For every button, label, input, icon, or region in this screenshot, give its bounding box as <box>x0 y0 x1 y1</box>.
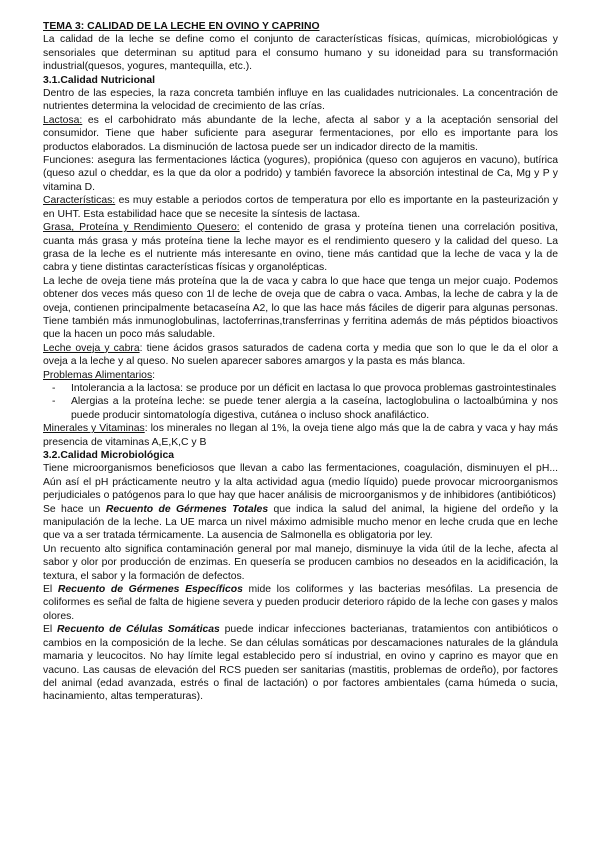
food-problems-heading: Problemas Alimentarios: <box>43 369 156 381</box>
somatic-cells-term: Recuento de Células Somáticas <box>57 624 220 636</box>
document-page <box>43 20 558 704</box>
section-heading-nutritional: 3.1.Calidad Nutricional <box>43 74 156 86</box>
sheep-goat-paragraph <box>43 342 558 369</box>
fat-protein-text: el contenido de grasa y proteína tienen una correlación positiva, cuanta más grasa y más proteína tiene la leche mayor es el rendimiento quesero y la calidad del queso. La grasa de la leche es el nutriente más interesante en ovino, tiene más cantidad que la leche de vaca y la de cabra y tiene distintas características físicas y organolépticas. <box>43 222 559 274</box>
characteristics-label: Características: <box>43 195 116 207</box>
sheep-goat-label: Leche oveja y cabra <box>43 342 140 354</box>
fat-protein-label: Grasa, Proteína y Rendimiento Quesero: <box>43 222 240 234</box>
sheep-goat-text: : tiene ácidos grasos saturados de cadena corta y media que son lo que le da el olor a oveja a la leche y al queso. No suelen aparecer sabores amargos y la pasta es más blanca. <box>43 342 559 368</box>
minerals-label: Minerales y Vitaminas <box>43 423 145 435</box>
characteristics-text: es muy estable a periodos cortos de temperatura por ello es importante en la pasteurización y en UHT. Esta estabilidad hace que se necesite la síntesis de lactasa. <box>43 195 558 220</box>
total-germs-term: Recuento de Gérmenes Totales <box>105 503 269 515</box>
minerals-paragraph <box>43 422 558 449</box>
total-germs-paragraph: Se hace un Recuento de Gérmenes Totales que indica la salud del animal, la higiene del ordeño y la manipulación de la leche. La UE marca un nivel máximo admisible mucho menor en leche cruda que en leche que va a ser tratada térmicamente. La ausencia de Salmonella es obligatoria por ley. <box>43 503 558 542</box>
breed-paragraph: Dentro de las especies, la raza concreta también influye en las cualidades nutricionales. La concentración de nutrientes determina la velocidad de crecimiento de las crías. <box>43 88 558 113</box>
list-item: - Intolerancia a la lactosa: se produce por un déficit en lactasa lo que provoca problemas gastrointestinales <box>52 382 557 394</box>
minerals-text: : los minerales no llegan al 1%, la oveja tiene algo más que la de cabra y vaca y hay más presencia de vitaminas A,E,K,C y B <box>43 423 558 448</box>
microorganisms-paragraph: Tiene microorganismos beneficiosos que llevan a cabo las fermentaciones, coagulación, disminuyen el pH... Aún así el pH prácticamente neutro y la alta actividad agua (medio líquido) puede provocar microorganismos perjudiciales o patógenos para lo que hay que hacer análisis de microorganismos y de inhibidores (antibióticos) <box>43 463 558 502</box>
specific-germs-paragraph: El Recuento de Gérmenes Específicos mide los coliformes y las bacterias mesófilas. La presencia de coliformes es señal de falta de higiene severa y pueden producir deterioro rápido de la leche con gases y malos olores. <box>43 584 558 622</box>
fat-protein-paragraph <box>43 221 558 275</box>
food-problems-label: Problemas Alimentarios <box>43 369 153 381</box>
food-problems-list <box>43 382 558 422</box>
lactose-text: es el carbohidrato más abundante de la leche, afecta al sabor y a la aceptación sensorial del consumidor. Tiene que haber suficiente para asegurar fermentaciones, por ello es importante para los productos elaborados. La disminución de lactosa puede ser un indicador directo de la mamitis. <box>43 114 558 153</box>
section-heading-microbiological: 3.2.Calidad Microbiológica <box>43 450 175 461</box>
list-item: - Alergias a la proteína leche: se puede tener alergia a la caseína, lactoglobulina o lactoalbúmina y nos puede producir sintomatología digestiva, cutánea o incluso shock anafiláctico. <box>52 396 558 421</box>
lactose-paragraph <box>43 114 558 154</box>
functions-paragraph: Funciones: asegura las fermentaciones láctica (yogures), propiónica (queso con agujeros en vacuno), butírica (queso azul o cheddar, es la que da olor a podrido) y también favorece la absorción intestinal de Ca, Mg y P y vitamina D. <box>43 155 558 193</box>
specific-germs-term: Recuento de Gérmenes Específicos <box>57 584 243 596</box>
high-count-paragraph: Un recuento alto significa contaminación general por mal manejo, disminuye la vida útil de la leche, afecta al sabor y olor por producción de enzimas. En quesería se producen cambios no deseados en la acidificación, la textura, el sabor y la formación de defectos. <box>43 543 558 582</box>
lactose-label: Lactosa: <box>43 114 83 126</box>
somatic-cells-paragraph: El Recuento de Células Somáticas puede indicar infecciones bacterianas, tratamientos con antibióticos o cambios en la composición de la leche. Se dan células somáticas por descamaciones naturales de la glándula mamaria y leucocitos. No hay límite legal establecido pero sí industrial, en ovino y caprino es mayor que en vacuno. Las causas de elevación del RCS pueden ser sanitarias (mastitis, problemas de ordeño), por factores del animal (edad avanzada, estrés o final de lactación) o por factores ambientales (cama húmeda o sucia, hacinamiento, altas temperaturas). <box>43 624 558 703</box>
sheep-milk-paragraph: La leche de oveja tiene más proteína que la de vaca y cabra lo que hace que tenga un mejor cuajo. Podemos obtener dos veces más queso con 1l de leche de oveja que de cabra o vaca. Ambas, la leche de cabra y la de oveja, contienen principalmente betacaseína A2, lo que las hace más fáciles de digerir para algunas personas. Tiene también más inmunoglobulinas, lactoferrinas,transferrinas y ferritina además de más péptidos bioactivos que la hacen un poco más saludable. <box>43 275 558 341</box>
characteristics-paragraph <box>43 194 558 221</box>
document-title: TEMA 3: CALIDAD DE LA LECHE EN OVINO Y CAPRINO <box>43 21 320 32</box>
intro-paragraph: La calidad de la leche se define como el conjunto de características físicas, químicas, microbiológicas y sensoriales que determinan su aptitud para el consumo humano y su idoneidad para su transformación industrial(quesos, yogures, mantequilla, etc.). <box>43 34 558 73</box>
